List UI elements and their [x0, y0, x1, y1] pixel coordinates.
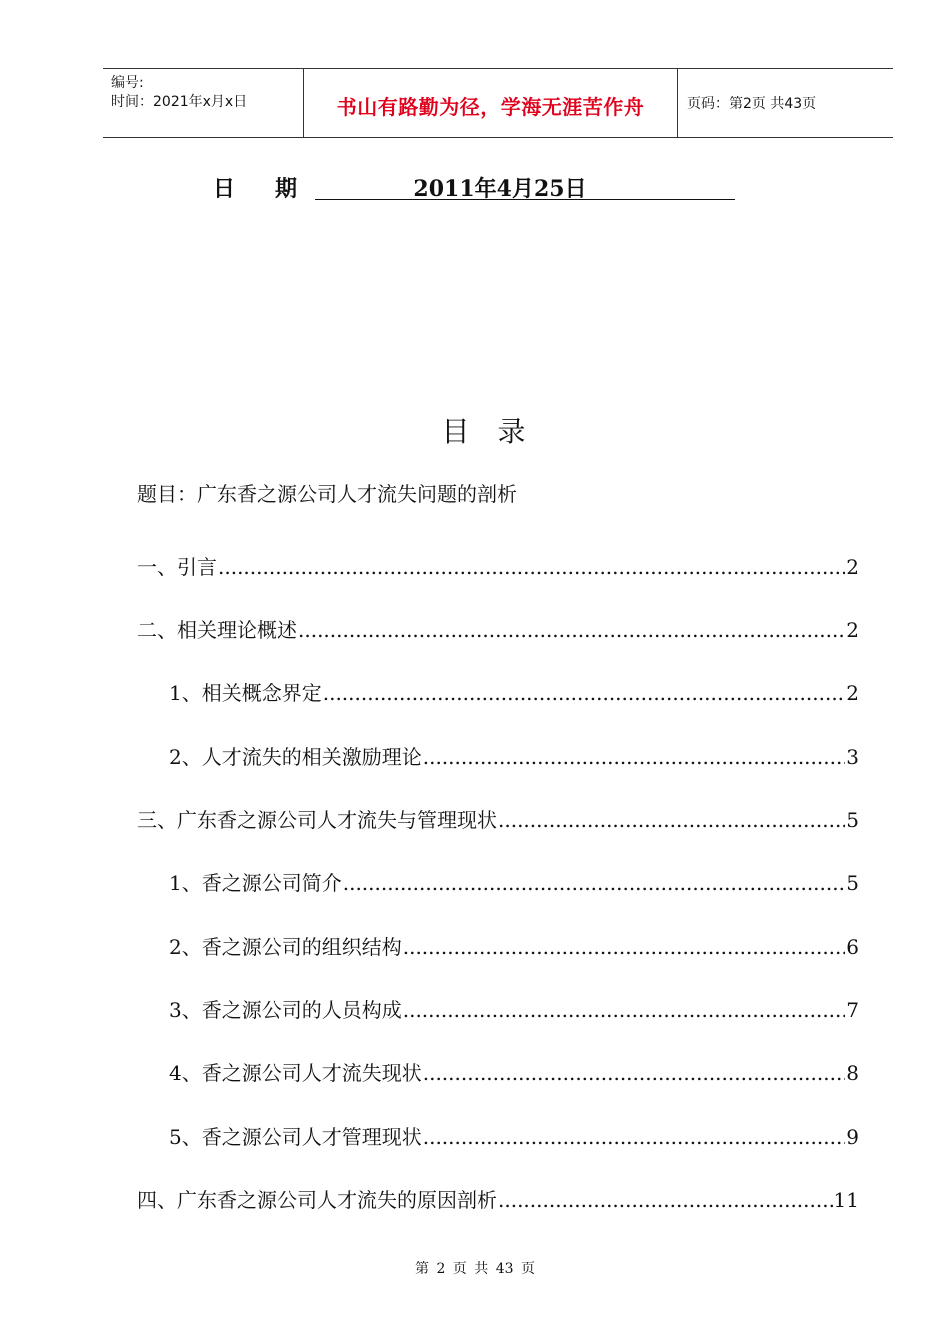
toc-entry[interactable]	[137, 1184, 859, 1212]
toc-entry[interactable]	[137, 614, 859, 642]
toc-leader-dots	[403, 998, 846, 1022]
header-motto: 书山有路勤为径，学海无涯苦作舟	[336, 95, 645, 119]
toc-leader-dots	[343, 871, 846, 895]
date-value: 2011年4月25日	[413, 176, 587, 202]
number-label: 编号:	[111, 75, 144, 91]
date-value-wrap	[315, 172, 735, 203]
toc-entry-page: 2	[846, 618, 859, 642]
toc-entry[interactable]	[137, 551, 859, 579]
toc-leader-dots	[498, 1188, 833, 1212]
toc-leader-dots	[423, 1061, 846, 1085]
toc-entry[interactable]	[169, 741, 859, 769]
toc-leader-dots	[423, 745, 846, 769]
toc-entry-page: 3	[846, 745, 859, 769]
toc-entry-text: 5、香之源公司人才管理现状	[169, 1125, 422, 1149]
toc-entry-page: 5	[846, 871, 859, 895]
toc-title: 目录	[441, 415, 554, 448]
toc-entry-page: 2	[846, 555, 859, 579]
toc-entry-page: 7	[846, 998, 859, 1022]
toc-leader-dots	[218, 555, 845, 579]
toc-leader-dots	[323, 681, 846, 705]
toc-entry-page: 11	[833, 1188, 859, 1212]
toc-entry-text: 四、广东香之源公司人才流失的原因剖析	[137, 1188, 497, 1212]
toc-entry[interactable]	[169, 1121, 859, 1149]
toc-entry-page: 6	[846, 935, 859, 959]
toc-leader-dots	[298, 618, 845, 642]
toc-entry-text: 2、香之源公司的组织结构	[169, 935, 402, 959]
toc-entry[interactable]	[169, 931, 859, 959]
header-meta	[111, 74, 247, 112]
header-divider	[677, 69, 678, 137]
toc-leader-dots	[498, 808, 845, 832]
toc-entry[interactable]	[169, 1057, 859, 1085]
toc-entry-text: 1、香之源公司简介	[169, 871, 342, 895]
time-label: 时间：2021年x月x日	[111, 94, 248, 110]
toc-leader-dots	[423, 1125, 846, 1149]
toc-entry[interactable]	[169, 867, 859, 895]
toc-subject: 题目：广东香之源公司人才流失问题的剖析	[137, 482, 517, 506]
toc-entry-text: 一、引言	[137, 555, 217, 579]
page-footer: 第 2 页 共 43 页	[415, 1261, 535, 1277]
page-header	[103, 68, 893, 138]
toc-leader-dots	[403, 935, 846, 959]
toc-entry-text: 2、人才流失的相关激励理论	[169, 745, 422, 769]
toc-entry-text: 三、广东香之源公司人才流失与管理现状	[137, 808, 497, 832]
toc-entry[interactable]	[137, 804, 859, 832]
toc-entry-text: 4、香之源公司人才流失现状	[169, 1061, 422, 1085]
toc-entry-page: 2	[846, 681, 859, 705]
toc-entry-page: 8	[846, 1061, 859, 1085]
toc-entry-text: 3、香之源公司的人员构成	[169, 998, 402, 1022]
header-page-label: 页码：第2页 共43页	[687, 96, 817, 112]
date-label: 日期	[213, 176, 338, 202]
toc-entry[interactable]	[169, 677, 859, 705]
toc-entry-page: 5	[846, 808, 859, 832]
toc-entry-text: 二、相关理论概述	[137, 618, 297, 642]
toc-entry-page: 9	[846, 1125, 859, 1149]
toc-entry[interactable]	[169, 994, 859, 1022]
toc-entry-text: 1、相关概念界定	[169, 681, 322, 705]
